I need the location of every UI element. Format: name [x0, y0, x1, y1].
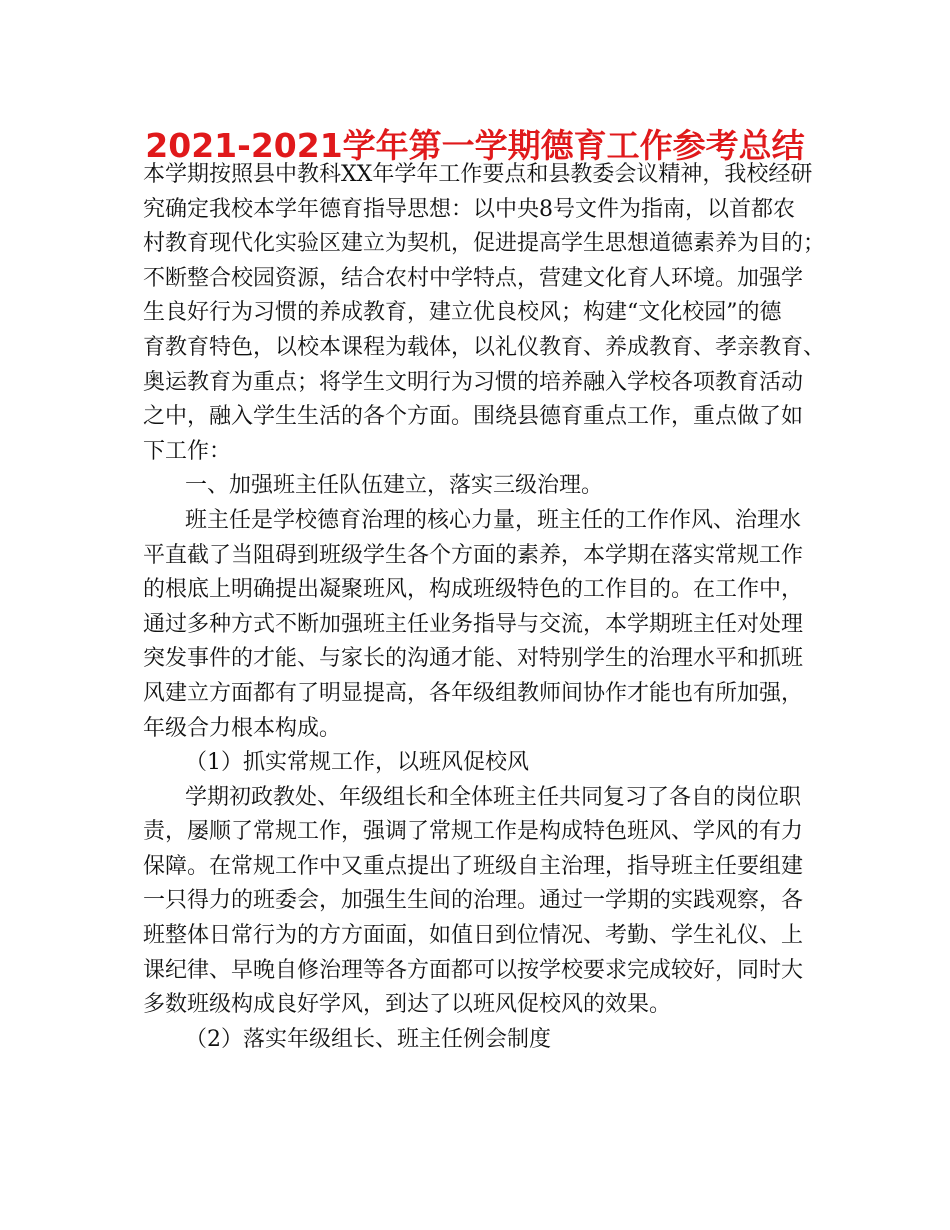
- paragraph-line: 多数班级构成良好学风，到达了以班风促校风的效果。: [143, 992, 672, 1018]
- paragraph-line: 下工作：: [143, 438, 232, 464]
- paragraph-line: 不断整合校园资源，结合农村中学特点，营建文化育人环境。加强学: [143, 265, 804, 291]
- section-heading: 一、加强班主任队伍建立，落实三级治理。: [185, 473, 604, 499]
- subsection-heading: （1）抓实常规工作，以班风促校风: [185, 750, 529, 776]
- paragraph-line: 一只得力的班委会，加强生生间的治理。通过一学期的实践观察，各: [143, 888, 804, 914]
- paragraph-line: 的根底上明确提出凝聚班风，构成班级特色的工作目的。在工作中，: [143, 577, 804, 603]
- paragraph-line: 奥运教育为重点；将学生文明行为习惯的培养融入学校各项教育活动: [143, 369, 804, 395]
- paragraph-line: 生良好行为习惯的养成教育，建立优良校风；构建“文化校园”的德: [143, 300, 782, 326]
- paragraph-line: 本学期按照县中教科XX年学年工作要点和县教委会议精神，我校经研: [143, 162, 813, 187]
- paragraph-line: 班整体日常行为的方方面面，如值日到位情况、考勤、学生礼仪、上: [143, 923, 804, 949]
- paragraph-line: 村教育现代化实验区建立为契机，促进提高学生思想道德素养为目的；: [143, 231, 826, 257]
- paragraph-line: 平直截了当阻碍到班级学生各个方面的素养，本学期在落实常规工作: [143, 542, 804, 568]
- paragraph-line: 年级合力根本构成。: [143, 715, 342, 741]
- paragraph-line: 班主任是学校德育治理的核心力量，班主任的工作作风、治理水: [185, 507, 802, 533]
- paragraph-line: 育教育特色，以校本课程为载体，以礼仪教育、养成教育、孝亲教育、: [143, 334, 826, 360]
- paragraph-line: 责，屡顺了常规工作，强调了常规工作是构成特色班风、学风的有力: [143, 819, 804, 845]
- document-title: 2021-2021学年第一学期德育工作参考总结: [145, 126, 805, 165]
- paragraph-line: 保障。在常规工作中又重点提出了班级自主治理，指导班主任要组建: [143, 853, 804, 879]
- paragraph-line: 通过多种方式不断加强班主任业务指导与交流，本学期班主任对处理: [143, 611, 804, 637]
- paragraph-line: 风建立方面都有了明显提高，各年级组教师间协作才能也有所加强，: [143, 680, 804, 706]
- paragraph-line: 究确定我校本学年德育指导思想：以中央8号文件为指南，以首都农: [143, 196, 795, 222]
- document-body: [143, 158, 833, 1057]
- paragraph-line: 突发事件的才能、与家长的沟通才能、对特别学生的治理水平和抓班: [143, 646, 804, 672]
- subsection-heading: （2）落实年级组长、班主任例会制度: [185, 1026, 551, 1052]
- paragraph-line: 学期初政教处、年级组长和全体班主任共同复习了各自的岗位职: [185, 784, 802, 810]
- paragraph-line: 课纪律、早晚自修治理等各方面都可以按学校要求完成较好，同时大: [143, 957, 804, 983]
- paragraph-line: 之中，融入学生生活的各个方面。围绕县德育重点工作，重点做了如: [143, 404, 804, 430]
